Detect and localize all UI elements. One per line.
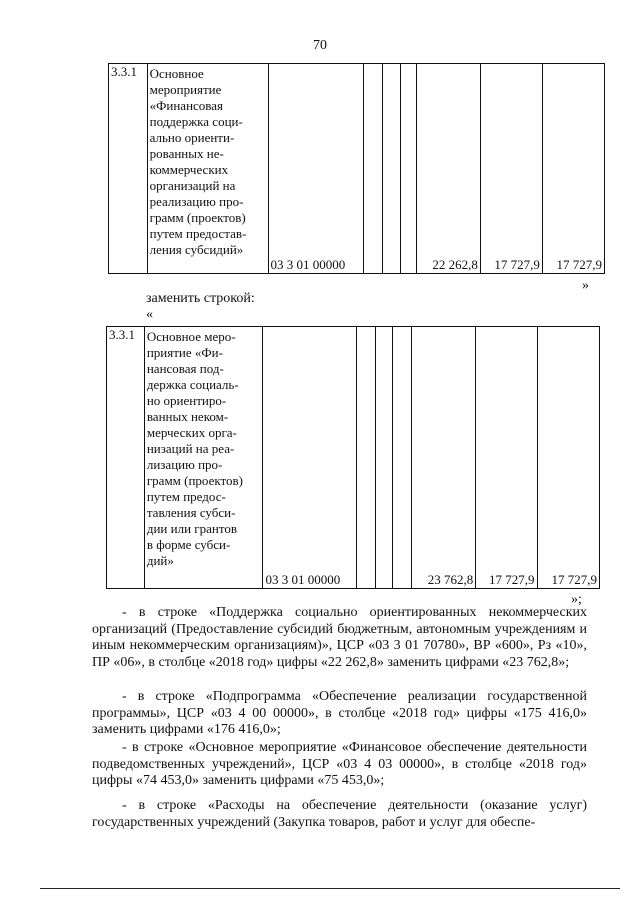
row-name-line: в форме субси- <box>146 537 231 552</box>
value-2020: 17 727,9 <box>537 327 599 589</box>
row-name-line: мерческих орга- <box>146 425 237 440</box>
pr-cell <box>393 327 411 589</box>
row-name-line: рованных не- <box>149 146 224 161</box>
row-name-line: но ориентиро- <box>146 393 227 408</box>
row-name-line: мероприятие <box>149 82 222 97</box>
row-name-line: поддержка соци- <box>149 114 243 129</box>
amendment-paragraph: - в строке «Подпрограмма «Обеспечение реализации государственной программы», ЦСР «03 4 00 00000», в столбце «2018 год» цифры «175 416,0» заменить цифрами «176 416,0»; <box>92 689 587 737</box>
row-name-line: Основное меро- <box>146 329 236 344</box>
rz-cell <box>375 327 392 589</box>
budget-table-old-row <box>108 63 605 274</box>
vr-cell <box>356 327 375 589</box>
row-name-line: путем предостав- <box>149 226 247 241</box>
row-name-line: нансовая под- <box>146 361 224 376</box>
value-2018: 22 262,8 <box>416 64 480 274</box>
row-name-line: грамм (проектов) <box>146 473 243 488</box>
rz-cell <box>383 64 400 274</box>
row-name-line: дий» <box>146 553 174 568</box>
row-name <box>144 327 263 589</box>
pr-cell <box>400 64 416 274</box>
value-2019: 17 727,9 <box>480 64 542 274</box>
value-2020: 17 727,9 <box>542 64 604 274</box>
row-number: 3.3.1 <box>107 327 145 589</box>
row-name-line: ванных неком- <box>146 409 229 424</box>
closing-quote: » <box>582 278 589 293</box>
csr-code: 03 3 01 00000 <box>263 327 356 589</box>
amendment-paragraph: - в строке «Поддержка социально ориентированных некоммерческих организаций (Предоставление субсидий бюджетным, автономным учреждениям и иным некоммерческим организациям)», ЦСР «03 3 01 70780», ВР «600», Рз «10», ПР «06», в столбце «2018 год» цифры «22 262,8» заменить цифрами «23 762,8»; <box>92 605 587 670</box>
row-name-line: коммерческих <box>149 162 229 177</box>
closing-quote: »; <box>571 592 582 607</box>
budget-table-new-row <box>106 326 600 589</box>
opening-quote: « <box>146 307 153 322</box>
row-name-line: держка социаль- <box>146 377 239 392</box>
value-2019: 17 727,9 <box>476 327 537 589</box>
row-name-line: «Финансовая <box>149 98 224 113</box>
page-bottom-rule <box>40 888 620 889</box>
row-name-line: приятие «Фи- <box>146 345 223 360</box>
row-number: 3.3.1 <box>109 64 148 274</box>
row-name-line: дии или грантов <box>146 521 237 536</box>
csr-code: 03 3 01 00000 <box>268 64 364 274</box>
row-name-line: лизацию про- <box>146 457 223 472</box>
row-name-line: ально ориенти- <box>149 130 235 145</box>
row-name-line: низаций на реа- <box>146 441 235 456</box>
value-2018: 23 762,8 <box>411 327 475 589</box>
row-name-line: организаций на <box>149 178 236 193</box>
row-name-line: Основное <box>149 66 204 81</box>
row-name-line: тавления субси- <box>146 505 236 520</box>
replace-label: заменить строкой: <box>146 291 255 306</box>
row-name-line: путем предос- <box>146 489 226 504</box>
row-name <box>147 64 268 274</box>
row-name-line: ления субсидий» <box>149 242 244 257</box>
row-name-line: реализацию про- <box>149 194 244 209</box>
row-name-line: грамм (проектов) <box>149 210 246 225</box>
amendment-paragraph: - в строке «Расходы на обеспечение деятельности (оказание услуг) государственных учреждений (Закупка товаров, работ и услуг для обеспе- <box>92 798 587 830</box>
amendment-paragraph: - в строке «Основное мероприятие «Финансовое обеспечение деятельности подведомственных учреждений», ЦСР «03 4 03 00000», в столбце «2018 год» цифры «74 453,0» заменить цифрами «75 453,0»; <box>92 740 587 788</box>
page-number: 70 <box>313 38 327 53</box>
vr-cell <box>364 64 383 274</box>
